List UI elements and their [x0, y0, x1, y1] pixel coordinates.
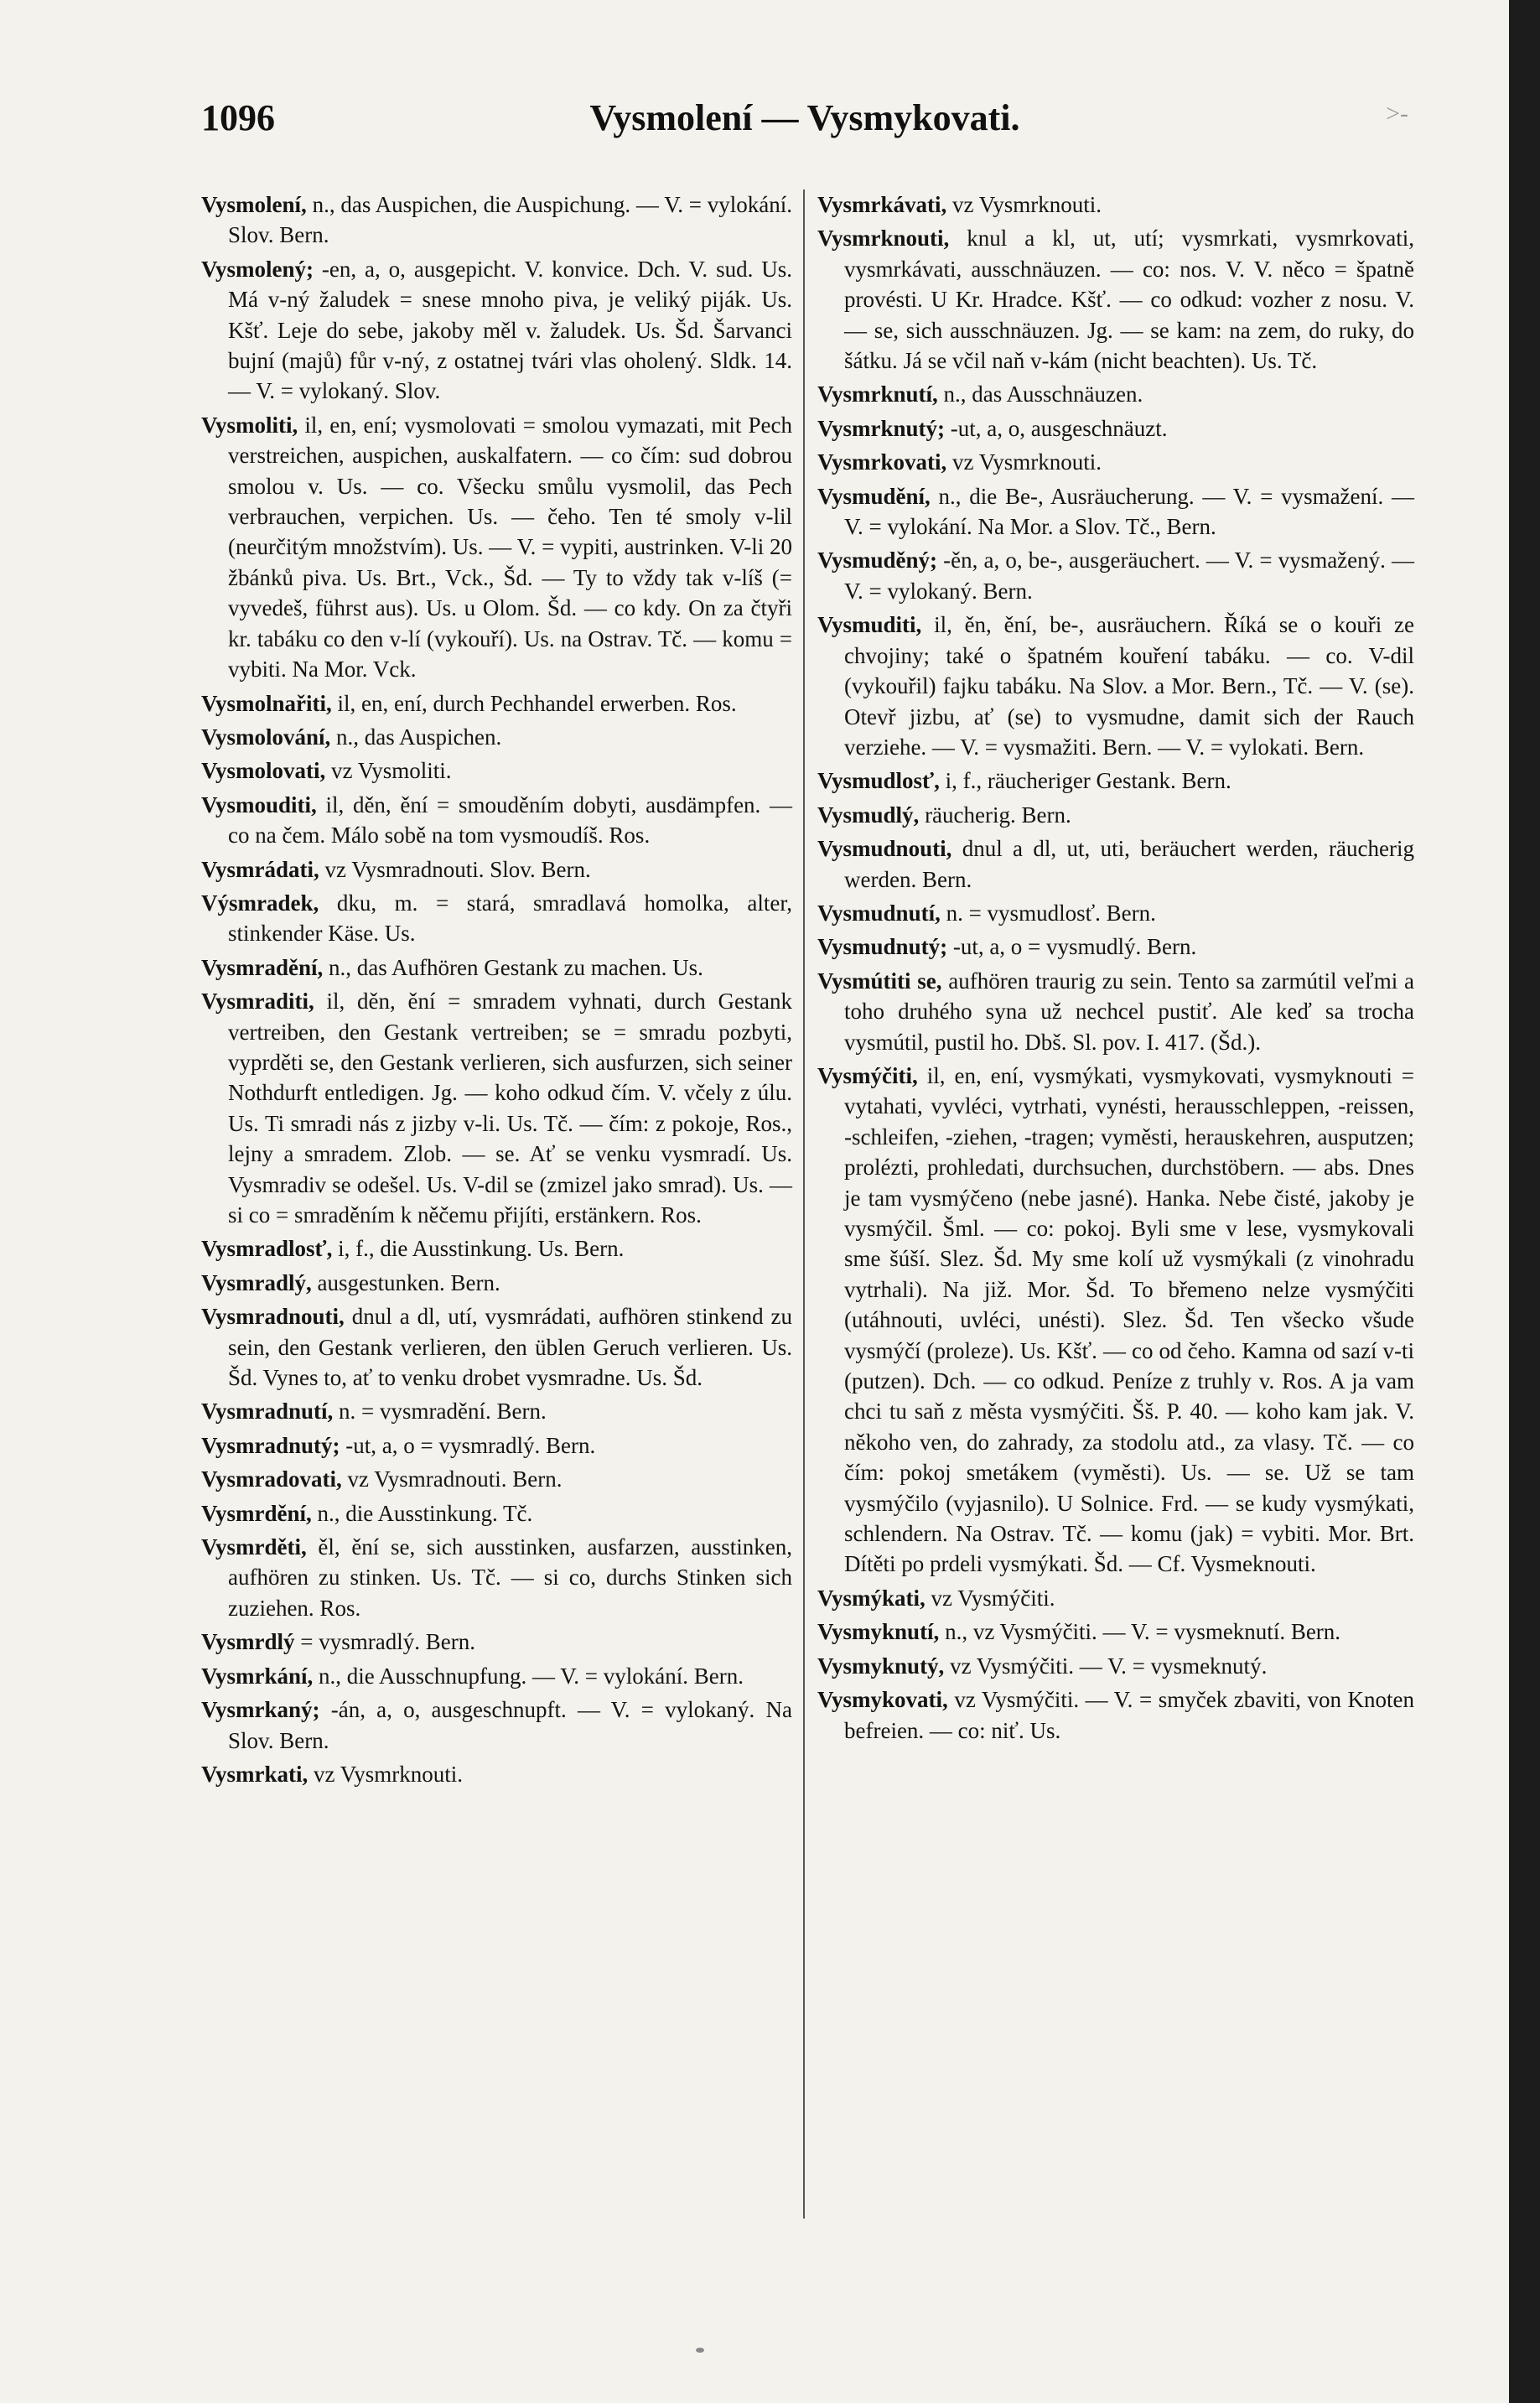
entry-definition: vz Vysmrknouti. [952, 192, 1102, 217]
entry-definition: knul a kl, ut, utí; vysmrkati, vysmrkovati, vysmrkávati, ausschnäuzen. — co: nos. V. V. něco = špatně provésti. U Kr. Hradce. Kšť. — co odkud: vozher z nosu. V. — se, sich ausschnäuzen. Jg. — se kam: na zem, do ruky, do šátku. Já se včil naň v-kám (nicht beachten). Us. Tč. [844, 226, 1415, 374]
entry-headword: Vysmrkaný; [201, 1697, 320, 1723]
entry-headword: Vysmrděti, [201, 1534, 307, 1560]
dictionary-entry [201, 254, 792, 407]
dictionary-entry [201, 888, 792, 949]
left-column [201, 189, 792, 1793]
page-header [201, 96, 1408, 147]
entry-headword: Vysmradnutý; [201, 1432, 340, 1458]
dictionary-entry [201, 986, 792, 1230]
entry-definition: dku, m. = stará, smradlavá homolka, alter, stinkender Käse. Us. [228, 890, 792, 947]
dictionary-entry [817, 800, 1414, 830]
entry-definition: il, ěn, ění, be-, ausräuchern. Říká se o kouři ze chvojiny; také o špatném kouření tabáku. — co. V-dil (vykouřil) fajku tabáku. Na Slov. a Mor. Bern., Tč. — V. (se). Otevř jizbu, ať (se) to vysmudne, damit sich der Rauch verziehe. — V. = vysmažiti. Bern. — V. = vylokati. Bern. [844, 612, 1414, 760]
dictionary-entry [817, 1061, 1414, 1580]
dictionary-entry [817, 1651, 1414, 1681]
dictionary-entry [201, 688, 792, 719]
entry-headword: Vysmrkovati, [817, 449, 947, 475]
entry-headword: Vysmýkati, [817, 1585, 926, 1611]
entry-definition: n., das Ausschnäuzen. [943, 381, 1143, 407]
entry-headword: Vysmudnutí, [817, 900, 941, 926]
dictionary-entry [201, 952, 792, 983]
entry-headword: Vysmraditi, [201, 989, 314, 1015]
entry-definition: -ěn, a, o, be-, ausgeräuchert. — V. = vysmažený. — V. = vylokaný. Bern. [844, 548, 1415, 604]
entry-headword: Vysmrkání, [201, 1663, 314, 1689]
dictionary-entry [201, 755, 792, 786]
entry-headword: Vysmrdlý [201, 1629, 295, 1655]
entry-definition: -án, a, o, ausgeschnupft. — V. = vylokaný. Na Slov. Bern. [228, 1697, 792, 1753]
entry-headword: Vysmradění, [201, 954, 324, 980]
entry-definition: vz Vysmýčiti. — V. = vysmeknutý. [950, 1653, 1268, 1679]
dictionary-entry [201, 1233, 792, 1264]
dictionary-entry [201, 1430, 792, 1461]
right-column [817, 189, 1414, 1749]
entry-headword: Vysmudlosť, [817, 768, 940, 794]
dictionary-entry [201, 1464, 792, 1494]
entry-definition: vz Vysmradnouti. Bern. [347, 1466, 563, 1492]
entry-headword: Vysmýčiti, [817, 1062, 918, 1088]
entry-headword: Vysmoliti, [201, 412, 298, 438]
dictionary-entry [817, 545, 1414, 606]
entry-headword: Vysmradovati, [201, 1466, 342, 1492]
dictionary-entry [817, 223, 1414, 376]
entry-definition: vz Vysmýčiti. — V. = smyček zbaviti, von Knoten befreien. — co: niť. Us. [844, 1687, 1414, 1743]
entry-definition: n., die Ausstinkung. Tč. [317, 1500, 533, 1526]
dictionary-entry [817, 1583, 1414, 1613]
entry-headword: Vysmrknutí, [817, 381, 938, 407]
ink-spot [696, 2348, 704, 2353]
dictionary-entry [201, 854, 792, 885]
column-divider [803, 189, 805, 2219]
entry-headword: Vysmudlý, [817, 802, 920, 828]
dictionary-entry [201, 1498, 792, 1528]
dictionary-entry [201, 1661, 792, 1691]
entry-headword: Vysmrknouti, [817, 226, 950, 252]
entry-definition: vz Vysmrknouti. [952, 449, 1102, 475]
dictionary-entry [817, 610, 1414, 762]
entry-definition: il, en, ení; vysmolovati = smolou vymazati, mit Pech verstreichen, auspichen, auskalfatern. — co čím: sud dobrou smolou v. Us. — co. Všecku smůlu vysmolil, das Pech verbrauchen, verpichen. Us. — čeho. Ten té smoly v-lil (neurčitým množstvím). Us. — V. = vypiti, austrinken. V-li 20 žbánků piva. Us. Brt., Vck., Šd. — Ty to vždy tak v-líš (= vyvedeš, führst aus). Us. u Olom. Šd. — co kdy. On za čtyři kr. tabáku co den v-lí (vykouří). Us. na Ostrav. Tč. — komu = vybiti. Na Mor. Vck. [228, 412, 792, 682]
entry-definition: n., das Aufhören Gestank zu machen. Us. [329, 954, 703, 980]
dictionary-entry [201, 1759, 792, 1789]
dictionary-entry [201, 1396, 792, 1426]
dictionary-entry [817, 766, 1414, 796]
dictionary-entry [817, 413, 1414, 444]
dictionary-entry [201, 1268, 792, 1298]
entry-headword: Vysmradnouti, [201, 1304, 345, 1330]
entry-headword: Vysmolnařiti, [201, 690, 332, 716]
entry-definition: n., das Auspichen, die Auspichung. — V. = vylokání. Slov. Bern. [228, 192, 792, 248]
dictionary-entry [201, 790, 792, 851]
entry-headword: Vysmrkávati, [817, 192, 947, 217]
entry-headword: Vysmolování, [201, 724, 331, 750]
entry-headword: Vysmouditi, [201, 791, 317, 817]
dictionary-entry [201, 722, 792, 752]
page-title: Vysmolení — Vysmykovati. [589, 97, 1020, 138]
entry-headword: Vysmudnutý; [817, 934, 948, 960]
entry-definition: n., die Be-, Ausräucherung. — V. = vysmažení. — V. = vylokání. Na Mor. a Slov. Tč., Bern. [844, 483, 1415, 540]
entry-headword: Vysmradlosť, [201, 1236, 333, 1262]
entry-definition: i, f., die Ausstinkung. Us. Bern. [338, 1236, 625, 1262]
dictionary-entry [201, 410, 792, 685]
entry-definition: dnul a dl, utí, vysmrádati, aufhören stinkend zu sein, den Gestank verlieren, den üblen Geruch verlieren. Us. Šd. Vynes to, ať to venku drobet vysmradne. Us. Šd. [228, 1304, 793, 1391]
entry-headword: Vysmrkati, [201, 1761, 309, 1787]
entry-definition: il, en, ení, vysmýkati, vysmykovati, vysmyknouti = vytahati, vyvléci, vytrhati, vynésti, herausschleppen, -reissen, -schleifen, -ziehen, -tragen; vyměsti, herauskehren, ausputzen; prolézti, prohledati, durchsuchen, durchstöbern. — abs. Dnes je tam vysmýčeno (nebe jasné). Hanka. Nebe čisté, jakoby je vysmýčil. Šml. — co: pokoj. Byli sme v lese, vysmykovali sme šúší. Slez. Šd. My sme kolí už vysmýkali (z vinohradu vytrhali). Na již. Mor. Šd. To břemeno nelze vysmýčiti (utáhnouti, uvléci, unésti). Slez. Šd. Ten všecko všude vysmýčí (proleze). Us. Kšť. — co od čeho. Kamna od sazí v-ti (putzen). Dch. — co odkud. Peníze z truhly v. Ros. A ja vam chci tu saň z města vysmýčiti. Šš. P. 40. — koho kam jak. V. někoho ven, do zahrady, za stodolu atd., za vlasy. Tč. — co čím: pokoj smetákem (vyměsti). Us. — se. Už se tam vysmýčilo (vyjasnilo). U Solnice. Frd. — se kudy vysmýkati, schlendern. Na Ostrav. Tč. — komu (jak) = vybiti. Mor. Brt. Dítěti po prdeli vysmýkati. Šd. — Cf. Vysmeknouti. [844, 1062, 1415, 1577]
entry-definition: ausgestunken. Bern. [317, 1269, 500, 1295]
entry-headword: Vysmolený; [201, 256, 314, 282]
entry-headword: Vysmrdění, [201, 1500, 312, 1526]
dictionary-entry [817, 833, 1414, 895]
entry-headword: Vysmuděný; [817, 548, 938, 574]
entry-headword: Výsmradek, [201, 890, 319, 916]
entry-headword: Vysmrádati, [201, 856, 319, 882]
dictionary-entry [817, 966, 1414, 1057]
entry-headword: Vysmolení, [201, 192, 307, 217]
dictionary-entry [201, 189, 792, 251]
dictionary-entry [201, 1301, 792, 1393]
entry-headword: Vysmradlý, [201, 1269, 312, 1295]
entry-definition: i, f., räucheriger Gestank. Bern. [945, 768, 1231, 794]
entry-definition: aufhören traurig zu sein. Tento sa zarmútil veľmi a toho druhého syna už nechcel pustiť. Ale keď sa trocha vysmútil, pustil ho. Dbš. Sl. pov. I. 417. (Šd.). [844, 968, 1415, 1055]
scan-edge [1509, 0, 1540, 2403]
entry-definition: n. = vysmradění. Bern. [339, 1399, 547, 1425]
dictionary-entry [817, 898, 1414, 928]
entry-definition: il, děn, ění = smradem vyhnati, durch Gestank vertreiben, den Gestank vertreiben; se = smradu pozbyti, vyprděti se, den Gestank verlieren, sich ausfurzen, sich seiner Nothdurft entledigen. Jg. — koho odkud čím. V. včely z úlu. Us. Ti smradi nás z jizby v-li. Us. Tč. — čím: z pokoje, Ros., lejny a smradem. Zlob. — se. Ať se venku vysmradí. Us. Vysmradiv se odešel. Us. V-dil se (zmizel jako smrad). Us. — si co = smraděním k něčemu přijíti, erstänkern. Ros. [228, 989, 792, 1227]
entry-headword: Vysmyknutý, [817, 1653, 945, 1679]
entry-headword: Vysmudění, [817, 483, 931, 509]
entry-headword: Vysmrknutý; [817, 415, 946, 441]
dictionary-entry [817, 447, 1414, 477]
entry-definition: il, en, ení, durch Pechhandel erwerben. Ros. [337, 690, 737, 716]
entry-definition: räucherig. Bern. [925, 802, 1071, 828]
dictionary-entry [817, 189, 1414, 220]
entry-definition: n., vz Vysmýčiti. — V. = vysmeknutí. Bern. [945, 1619, 1341, 1645]
entry-headword: Vysmuditi, [817, 612, 922, 638]
entry-definition: ěl, ění se, sich ausstinken, ausfarzen, ausstinken, aufhören zu stinken. Us. Tč. — si co, durchs Stinken sich zuziehen. Ros. [228, 1534, 793, 1621]
entry-headword: Vysmudnouti, [817, 836, 952, 862]
entry-definition: n., die Ausschnupfung. — V. = vylokání. Bern. [319, 1663, 744, 1689]
entry-definition: vz Vysmoliti. [331, 758, 452, 784]
entry-definition: -en, a, o, ausgepicht. V. konvice. Dch. V. sud. Us. Má v-ný žaludek = snese mnoho piva, je veliký piják. Us. Kšť. Leje do sebe, jakoby měl v. žaludek. Us. Šd. Šarvanci bujní (majů) fůr v-ný, z ostatnej tvári vlas oholený. Sldk. 14. — V. = vylokaný. Slov. [228, 256, 792, 404]
entry-headword: Vysmykovati, [817, 1687, 948, 1713]
entry-definition: n., das Auspichen. [336, 724, 502, 750]
entry-definition: -ut, a, o = vysmradlý. Bern. [345, 1432, 596, 1458]
dictionary-entry [817, 379, 1414, 409]
dictionary-entry [817, 932, 1414, 962]
entry-definition: n. = vysmudlosť. Bern. [946, 900, 1156, 926]
entry-headword: Vysmolovati, [201, 758, 326, 784]
entry-headword: Vysmútiti se, [817, 968, 942, 994]
dictionary-entry [201, 1532, 792, 1623]
dictionary-entry [817, 481, 1414, 542]
dictionary-entry [201, 1695, 792, 1756]
dictionary-entry [201, 1627, 792, 1657]
entry-definition: il, děn, ění = smouděním dobyti, ausdämpfen. — co na čem. Málo sobě na tom vysmoudíš. Ros. [228, 791, 793, 849]
entry-headword: Vysmradnutí, [201, 1399, 334, 1425]
entry-headword: Vysmyknutí, [817, 1619, 940, 1645]
entry-definition: -ut, a, o, ausgeschnäuzt. [950, 415, 1168, 441]
page-number: 1096 [201, 97, 275, 138]
entry-definition: = vysmradlý. Bern. [300, 1629, 475, 1655]
entry-definition: vz Vysmradnouti. Slov. Bern. [324, 856, 591, 882]
dictionary-entry [817, 1617, 1414, 1647]
entry-definition: vz Vysmýčiti. [931, 1585, 1055, 1611]
entry-definition: -ut, a, o = vysmudlý. Bern. [952, 934, 1197, 960]
header-mark: >- [1386, 100, 1408, 127]
dictionary-entry [817, 1684, 1414, 1746]
entry-definition: dnul a dl, ut, uti, beräuchert werden, räucherig werden. Bern. [844, 836, 1414, 892]
entry-definition: vz Vysmrknouti. [314, 1761, 464, 1787]
